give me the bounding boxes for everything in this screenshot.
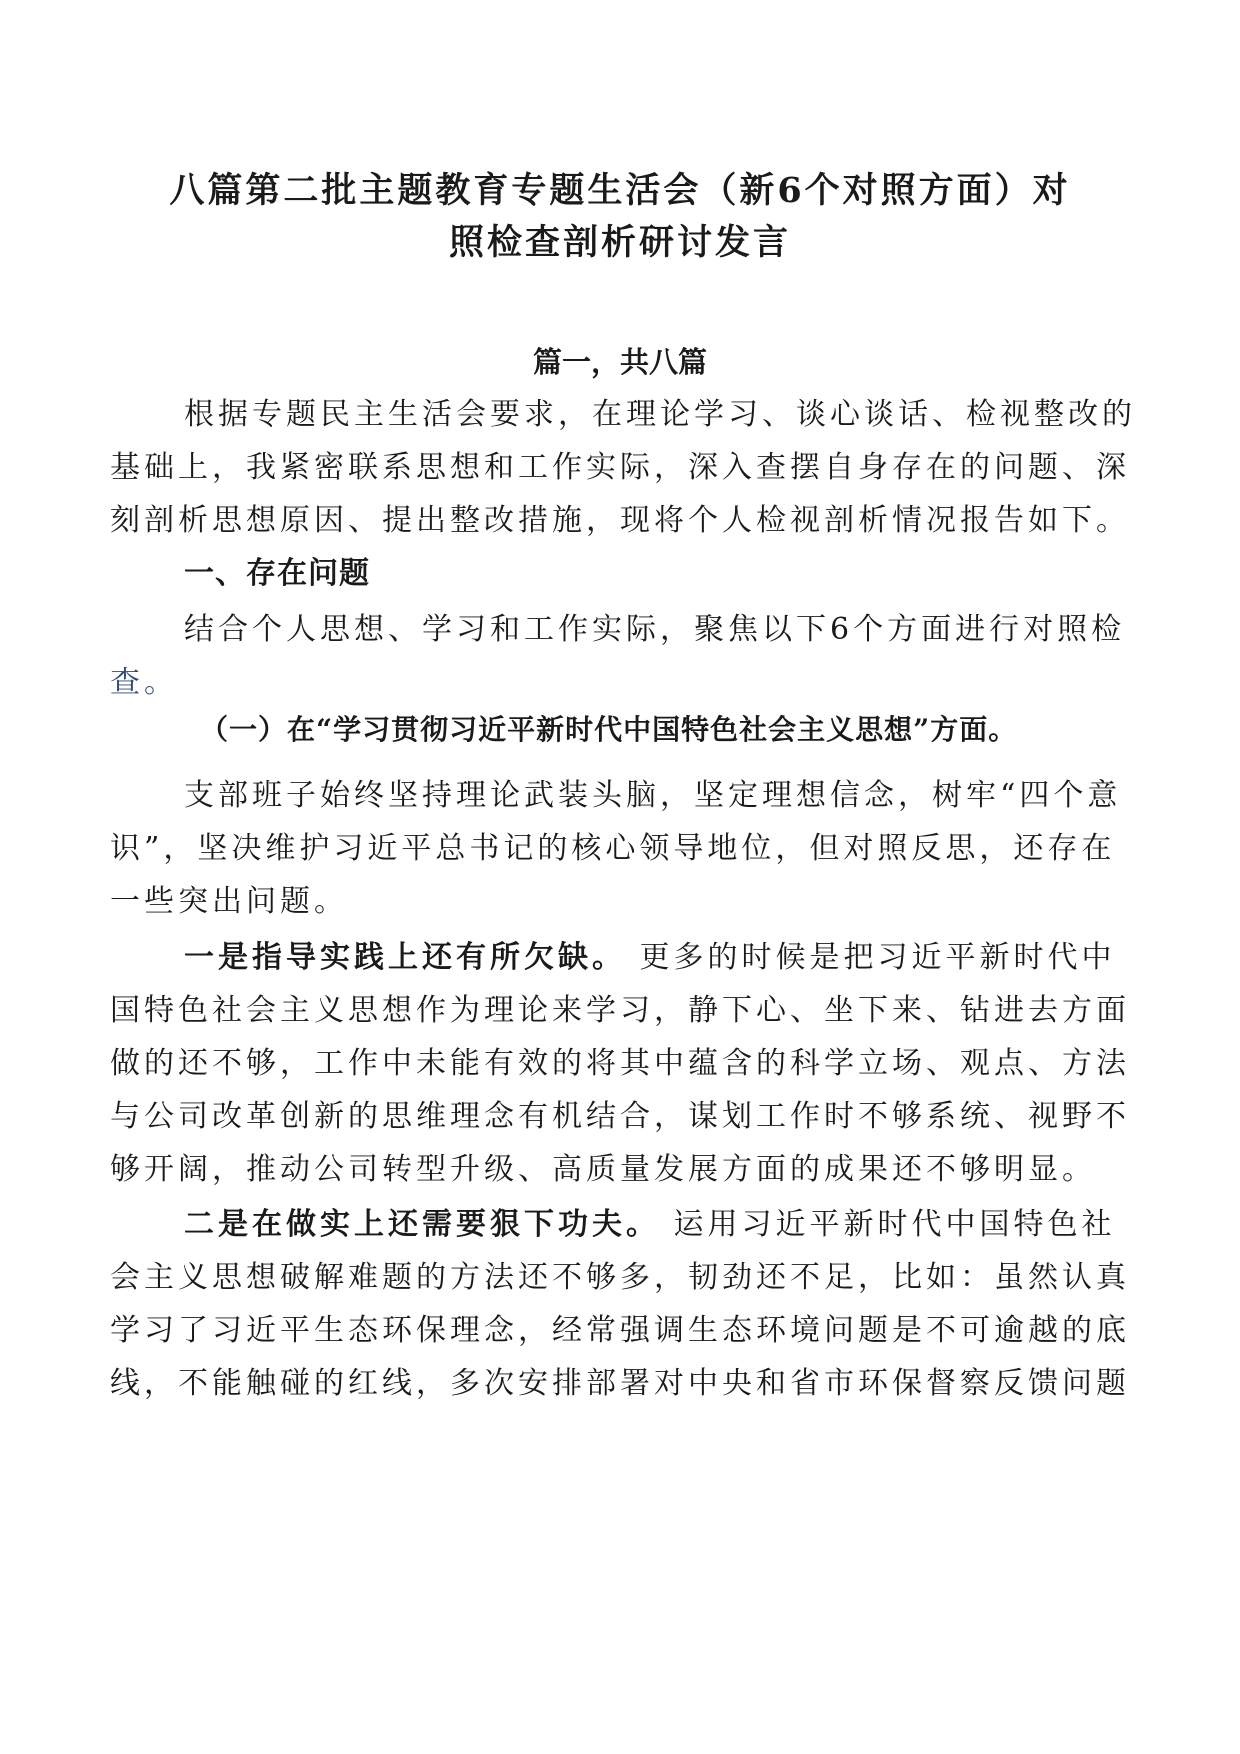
aspects-line-2-char: 查	[110, 665, 144, 700]
paragraph-practice	[110, 931, 1130, 1196]
section-heading: 篇一，共八篇	[532, 345, 707, 379]
practice-line-1	[110, 931, 1120, 984]
heading-problems-text: 一、存在问题	[184, 556, 370, 591]
effort-line-3: 学习了习近平生态环保理念，经常强调生态环境问题是不可逾越的底	[110, 1313, 1130, 1348]
paragraph-aspects	[110, 603, 1126, 709]
paragraph-effort	[110, 1198, 1130, 1410]
effort-line-1-rest: 运用习近平新时代中国特色社	[673, 1207, 1116, 1242]
practice-line-1-rest: 更多的时候是把习近平新时代中	[639, 940, 1116, 975]
paragraph-branch	[110, 769, 1120, 928]
intro-line-1: 根据专题民主生活会要求，在理论学习、谈心谈话、检视整改的	[184, 397, 1136, 432]
branch-line-1: 支部班子始终坚持理论武装头脑，坚定理想信念，树牢“四个意	[184, 778, 1122, 813]
intro-line-2: 基础上，我紧密联系思想和工作实际，深入查摆自身存在的问题、深	[110, 450, 1130, 485]
heading-problems	[110, 547, 1120, 600]
practice-lead: 一是指导实践上还有所欠缺。	[184, 940, 626, 975]
effort-lead: 二是在做实上还需要狠下功夫。	[184, 1207, 660, 1242]
aspects-line-2	[110, 656, 1120, 709]
document-title	[110, 165, 1130, 269]
aspects-line-2-rest: 。	[144, 665, 178, 700]
practice-line-2: 国特色社会主义思想作为理论来学习，静下心、坐下来、钻进去方面	[110, 993, 1130, 1028]
title-line-1: 八篇第二批主题教育专题生活会（新6个对照方面）对	[169, 170, 1071, 211]
branch-line-3: 一些突出问题。	[110, 884, 348, 919]
effort-line-2: 会主义思想破解难题的方法还不够多，韧劲还不足，比如：虽然认真	[110, 1260, 1130, 1295]
aspects-line-1: 结合个人思想、学习和工作实际，聚焦以下6个方面进行对照检	[184, 612, 1126, 647]
sub-heading-study: （一）在“学习贯彻习近平新时代中国特色社会主义思想”方面。	[200, 713, 1018, 746]
intro-paragraph	[110, 388, 1136, 547]
branch-line-2: 识”，坚决维护习近平总书记的核心领导地位，但对照反思，还存在	[110, 831, 1116, 866]
practice-line-5: 够开阔，推动公司转型升级、高质量发展方面的成果还不够明显。	[110, 1152, 1096, 1187]
effort-line-4: 线，不能触碰的红线，多次安排部署对中央和省市环保督察反馈问题	[110, 1366, 1130, 1401]
practice-line-3: 做的还不够，工作中未能有效的将其中蕴含的科学立场、观点、方法	[110, 1046, 1130, 1081]
practice-line-4: 与公司改革创新的思维理念有机结合，谋划工作时不够系统、视野不	[110, 1099, 1130, 1134]
title-line-2: 照检查剖析研讨发言	[448, 222, 791, 263]
intro-line-3: 刻剖析思想原因、提出整改措施，现将个人检视剖析情况报告如下。	[110, 503, 1130, 538]
effort-line-1	[110, 1198, 1120, 1251]
